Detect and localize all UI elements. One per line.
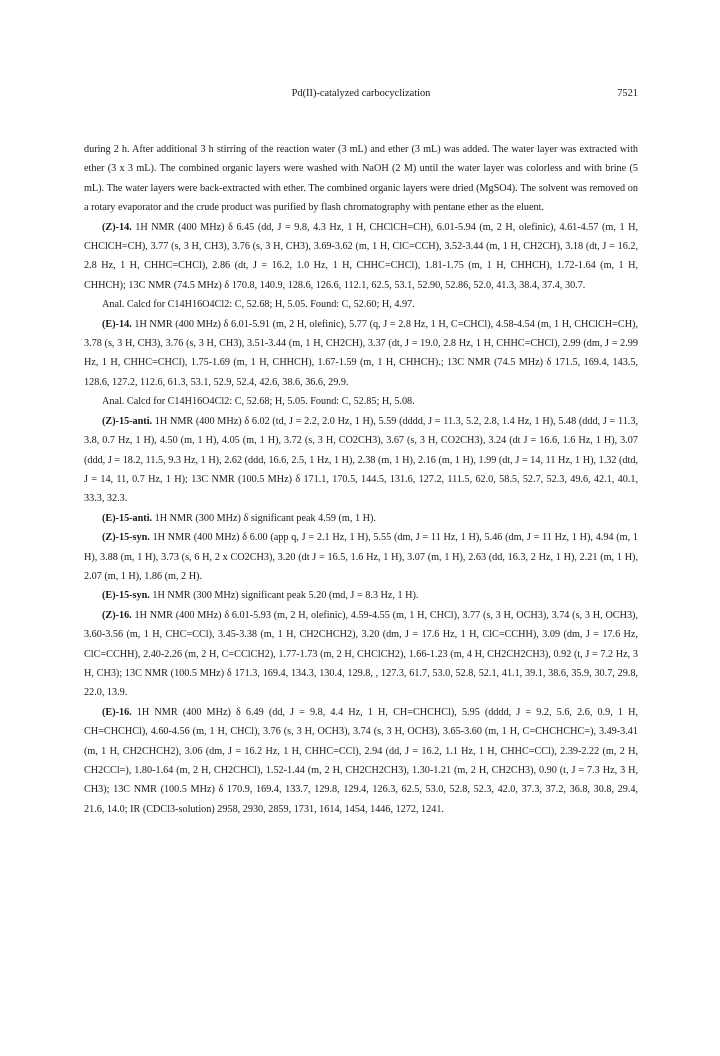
paragraph-text: during 2 h. After additional 3 h stirring of the reaction water (3 mL) and ether (3 mL) was added. The water layer was extracted with ether (3 x 3 mL). The combined organic layers were washed with NaOH (2 M) until the water layer was colorless and with brine (5 mL). The water layers were back-extracted with ether. The combined organic layers were dried (MgSO4). The solvent was removed on a rotary evaporator and the crude product was purified by flash chromatography with pentane ether as the eluent. <box>84 144 638 214</box>
compound-label: (E)-16. <box>102 706 132 718</box>
paragraph-e14-anal <box>84 392 638 411</box>
compound-label: (Z)-15-anti. <box>102 415 153 427</box>
paragraph-e15-anti <box>84 509 638 528</box>
compound-label: (Z)-14. <box>102 221 132 233</box>
compound-label: (E)-14. <box>102 318 132 330</box>
paragraph-e16 <box>84 703 638 819</box>
paragraph-text: 1H NMR (400 MHz) δ 6.02 (td, J = 2.2, 2.0 Hz, 1 H), 5.59 (dddd, J = 11.3, 5.2, 2.8, 1.4 Hz, 1 H), 5.48 (ddd, J = 11.3, 3.8, 0.7 Hz, 1 H), 4.50 (m, 1 H), 4.05 (m, 1 H), 3.72 (s, 3 H, CO2CH3), 3.67 (s, 3 H, CO2CH3), 3.24 (dt J = 16.6, 1.6 Hz, 1 H), 3.07 (ddd, J = 18.2, 11.5, 9.3 Hz, 1 H), 2.62 (ddd, 16.6, 2.5, 1 Hz, 1 H), 2.38 (m, 1 H), 2.16 (m, 1 H), 1.99 (dt, J = 14, 11 Hz, 1 H), 1.32 (dtd, J = 14, 11, 0.7 Hz, 1 H); 13C NMR (100.5 MHz) δ 171.1, 170.5, 144.5, 131.6, 127.2, 111.5, 62.0, 58.5, 52.7, 52.3, 49.6, 42.1, 40.1, 33.3, 32.3. <box>84 415 638 505</box>
experimental-text <box>84 140 638 819</box>
paragraph-z15-anti <box>84 412 638 509</box>
paragraph-z15-syn <box>84 528 638 586</box>
compound-label: (Z)-15-syn. <box>102 532 150 544</box>
paragraph-text: 1H NMR (400 MHz) δ 6.45 (dd, J = 9.8, 4.3 Hz, 1 H, CHClCH=CH), 6.01-5.94 (m, 2 H, olefinic), 4.61-4.57 (m, 1 H, CHClCH=CH), 3.77 (s, 3 H, CH3), 3.76 (s, 3 H, CH3), 3.69-3.62 (m, 1 H, ClC=CCH), 3.52-3.44 (m, 1 H, CH2CH), 3.18 (dt, J = 16.2, 2.8 Hz, 1 H, CHHC=CHCl), 2.86 (dt, J = 16.2, 1.0 Hz, 1 H, CHHC=CHCl), 1.81-1.75 (m, 1 H, CHHCH), 1.72-1.64 (m, 1 H, CHHCH); 13C NMR (74.5 MHz) δ 170.8, 140.9, 128.6, 126.6, 112.1, 62.5, 53.1, 52.90, 52.86, 52.0, 41.3, 38.4, 37.4, 30.7. <box>84 221 638 291</box>
paragraph-text: 1H NMR (400 MHz) δ 6.01-5.93 (m, 2 H, olefinic), 4.59-4.55 (m, 1 H, CHCl), 3.77 (s, 3 H, OCH3), 3.74 (s, 3 H, OCH3), 3.60-3.56 (m, 1 H, CHC=CCl), 3.45-3.38 (m, 1 H, CH2CHCH2), 3.20 (dm, J = 17.6 Hz, 1 H, ClC=CCHH), 3.09 (dm, J = 17.6 Hz, ClC=CCHH), 2.40-2.26 (m, 2 H, C=CClCH2), 1.77-1.73 (m, 2 H, CHClCH2), 1.66-1.23 (m, 4 H, CH2CH2CH3), 0.92 (t, J = 7.2 Hz, 3 H, CH3); 13C NMR (100.5 MHz) δ 171.3, 169.4, 134.3, 130.4, 129.8, , 127.3, 61.7, 53.0, 52.8, 52.1, 41.1, 39.1, 38.6, 35.9, 30.7, 29.8, 22.0, 13.9. <box>84 609 638 699</box>
paragraph-text: 1H NMR (300 MHz) significant peak 5.20 (md, J = 8.3 Hz, 1 H). <box>149 590 419 602</box>
paragraph-text: 1H NMR (400 MHz) δ 6.49 (dd, J = 9.8, 4.4 Hz, 1 H, CH=CHCHCl), 5.95 (dddd, J = 9.2, 5.6, 2.6, 0.9, 1 H, CH=CHCHCl), 4.60-4.56 (m, 1 H, CHCl), 3.76 (s, 3 H, OCH3), 3.74 (s, 3 H, OCH3), 3.65-3.60 (m, 1 H, C=CHCHCHC=), 3.49-3.41 (m, 1 H, CH2CHCH2), 3.06 (dm, J = 16.2 Hz, 1 H, CHHC=CCl), 2.94 (dd, J = 16.2, 1.1 Hz, 1 H, CHHC=CCl), 2.39-2.22 (m, 2 H, CH2CCl=), 1.80-1.64 (m, 2 H, CH2CHCl), 1.52-1.44 (m, 2 H, CH2CH2CH3), 1.30-1.21 (m, 2 H, CH2CH3), 0.90 (t, J = 7.3 Hz, 3 H, CH3); 13C NMR (100.5 MHz) δ 170.9, 169.4, 133.7, 129.8, 129.4, 126.3, 62.5, 53.0, 52.8, 52.3, 42.0, 37.3, 37.2, 36.8, 30.8, 29.4, 21.6, 14.0; IR (CDCl3-solution) 2958, 2930, 2859, 1731, 1614, 1454, 1446, 1272, 1241. <box>84 706 638 815</box>
compound-label: (Z)-16. <box>102 609 132 621</box>
paragraph-text: 1H NMR (400 MHz) δ 6.00 (app q, J = 2.1 Hz, 1 H), 5.55 (dm, J = 11 Hz, 1 H), 5.46 (dm, J = 11 Hz, 1 H), 4.94 (m, 1 H), 3.88 (m, 1 H), 3.73 (s, 6 H, 2 x CO2CH3), 3.20 (dt J = 16.5, 1.6 Hz, 1 H), 3.07 (m, 1 H), 2.63 (dd, 16.3, 2 Hz, 1 H), 2.21 (m, 1 H), 2.07 (m, 1 H), 1.86 (m, 2 H). <box>84 532 638 582</box>
paragraph-e14 <box>84 315 638 393</box>
page-number: 7521 <box>617 88 638 99</box>
paragraph-z16 <box>84 606 638 703</box>
paragraph-text: 1H NMR (300 MHz) δ significant peak 4.59 (m, 1 H). <box>152 512 376 524</box>
paragraph-text: Anal. Calcd for C14H16O4Cl2: C, 52.68; H, 5.05. Found: C, 52.60; H, 4.97. <box>102 299 415 311</box>
paragraph-z14 <box>84 218 638 296</box>
paragraph-workup <box>84 140 638 218</box>
compound-label: (E)-15-syn. <box>102 590 150 602</box>
paragraph-text: 1H NMR (400 MHz) δ 6.01-5.91 (m, 2 H, olefinic), 5.77 (q, J = 2.8 Hz, 1 H, C=CHCl), 4.58-4.54 (m, 1 H, CHClCH=CH), 3.78 (s, 3 H, CH3), 3.76 (s, 3 H, CH3), 3.51-3.44 (m, 1 H, CH2CH), 3.37 (dt, J = 19.0, 2.8 Hz, 1 H, CHHC=CHCl), 2.99 (dm, J = 2.99 Hz, 1 H, CHHC=CHCl), 1.75-1.69 (m, 1 H, CHHCH), 1.67-1.59 (m, 1 H, CHHCH).; 13C NMR (74.5 MHz) δ 171.5, 169.4, 143.5, 128.6, 127.2, 112.6, 61.3, 53.1, 52.9, 52.4, 42.6, 38.6, 36.6, 29.9. <box>84 318 638 388</box>
paragraph-z14-anal <box>84 295 638 314</box>
running-title: Pd(II)-catalyzed carbocyclization <box>291 88 431 99</box>
paragraph-e15-syn <box>84 586 638 605</box>
running-header <box>84 88 638 104</box>
paragraph-text: Anal. Calcd for C14H16O4Cl2: C, 52.68; H, 5.05. Found: C, 52.85; H, 5.08. <box>102 396 415 408</box>
compound-label: (E)-15-anti. <box>102 512 153 524</box>
